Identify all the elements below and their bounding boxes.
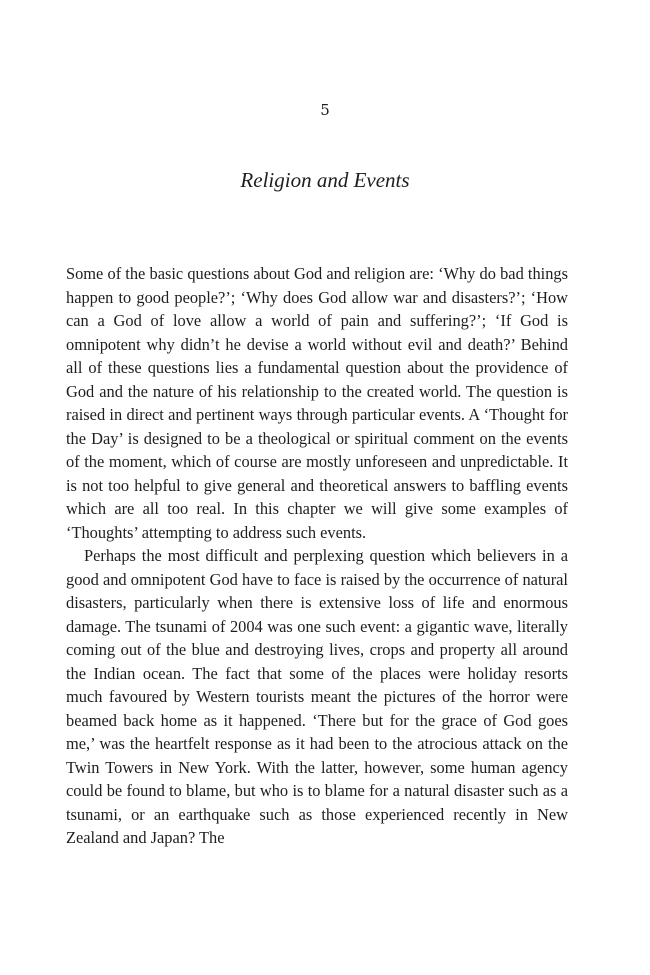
paragraph: Perhaps the most difficult and perplexing question which believers in a good and omnipotent God have to face is raised by the occurrence of natural disasters, particularly when there is extensive loss of life and enormous damage. The tsunami of 2004 was one such event: a gigantic wave, literally coming out of the blue and destroying lives, crops and property all around the Indian ocean. The fact that some of the places were holiday resorts much favoured by Western tourists meant the pictures of the horror were beamed back home as it happened. ‘There but for the grace of God goes me,’ was the heartfelt response as it had been to the atrocious attack on the Twin Towers in New York. With the latter, however, some human agency could be found to blame, but who is to blame for a natural disaster such as a tsunami, or an earthquake such as those experienced recently in New Zealand and Japan? The bbox=[66, 546, 568, 847]
body-text bbox=[66, 262, 568, 850]
chapter-number: 5 bbox=[320, 101, 330, 119]
chapter-title: Religion and Events bbox=[240, 168, 410, 192]
paragraph: Some of the basic questions about God and religion are: ‘Why do bad things happen to good people?’; ‘Why does God allow war and disasters?’; ‘How can a God of love allow a world of pain and suffering?’; ‘If God is omnipotent why didn’t he devise a world without evil and death?’ Behind all of these questions lies a fundamental question about the providence of God and the nature of his relationship to the created world. The question is raised in direct and pertinent ways through particular events. A ‘Thought for the Day’ is designed to be a theological or spiritual comment on the events of the moment, which of course are mostly unforeseen and unpredictable. It is not too helpful to give general and theoretical answers to baffling events which are all too real. In this chapter we will give some examples of ‘Thoughts’ attempting to address such events. bbox=[66, 264, 568, 542]
